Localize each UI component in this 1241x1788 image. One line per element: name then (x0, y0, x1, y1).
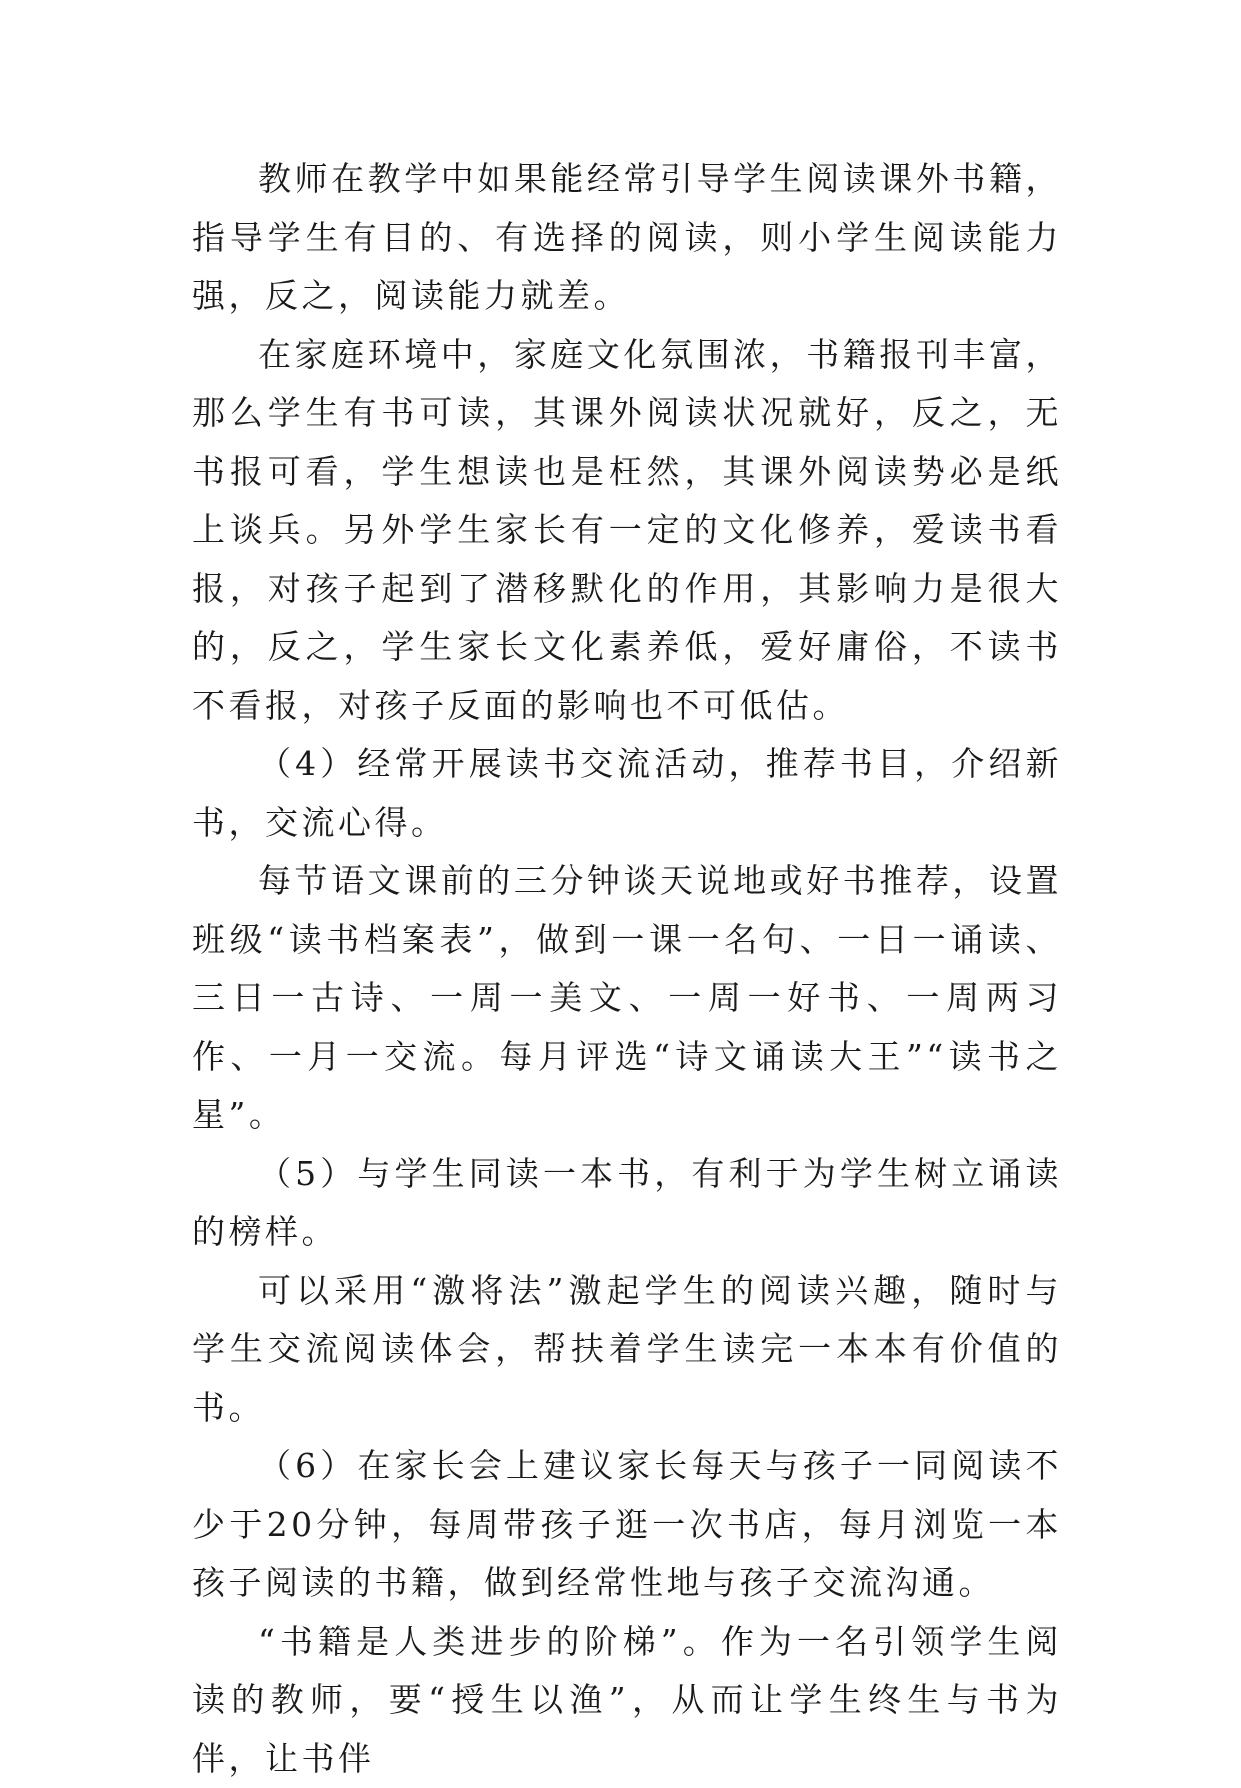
paragraph-conclusion: “书籍是人类进步的阶梯”。作为一名引领学生阅读的教师，要“授生以渔”，从而让学生终生与书为伴，让书伴 (192, 1613, 1062, 1788)
paragraph-motivation: 可以采用“激将法”激起学生的阅读兴趣，随时与学生交流阅读体会，帮扶着学生读完一本本有价值的书。 (192, 1262, 1062, 1438)
paragraph-reading-record: 每节语文课前的三分钟谈天说地或好书推荐，设置班级“读书档案表”，做到一课一名句、一日一诵读、三日一古诗、一周一美文、一周一好书、一周两习作、一月一交流。每月评选“诗文诵读大王”“读书之星”。 (192, 852, 1062, 1145)
paragraph-item-4: （4）经常开展读书交流活动，推荐书目，介绍新书，交流心得。 (192, 735, 1062, 852)
paragraph-item-5: （5）与学生同读一本书，有利于为学生树立诵读的榜样。 (192, 1145, 1062, 1262)
paragraph-family-environment: 在家庭环境中，家庭文化氛围浓，书籍报刊丰富，那么学生有书可读，其课外阅读状况就好，反之，无书报可看，学生想读也是枉然，其课外阅读势必是纸上谈兵。另外学生家长有一定的文化修养，爱读书看报，对孩子起到了潜移默化的作用，其影响力是很大的，反之，学生家长文化素养低，爱好庸俗，不读书不看报，对孩子反面的影响也不可低估。 (192, 326, 1062, 736)
paragraph-item-6: （6）在家长会上建议家长每天与孩子一同阅读不少于20分钟，每周带孩子逛一次书店，每月浏览一本孩子阅读的书籍，做到经常性地与孩子交流沟通。 (192, 1437, 1062, 1613)
paragraph-teacher-guidance: 教师在教学中如果能经常引导学生阅读课外书籍，指导学生有目的、有选择的阅读，则小学生阅读能力强，反之，阅读能力就差。 (192, 150, 1062, 326)
body-text (192, 150, 1062, 1788)
